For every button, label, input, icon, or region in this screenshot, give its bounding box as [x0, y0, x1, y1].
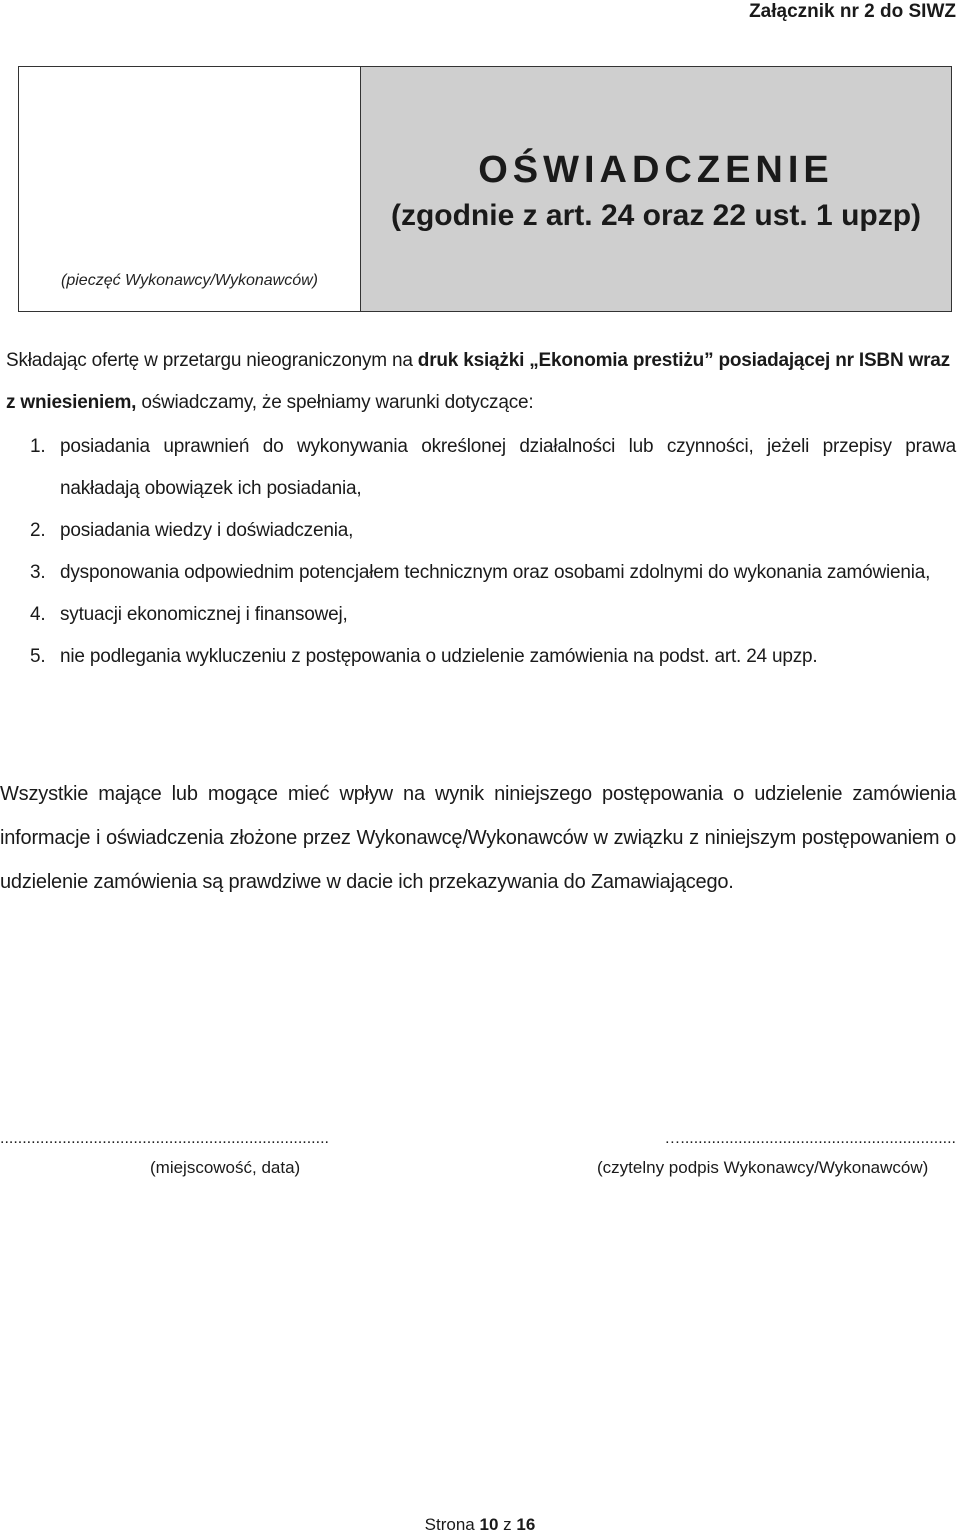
stamp-label: (pieczęć Wykonawcy/Wykonawców) — [61, 272, 318, 289]
list-item-number: 1. — [30, 436, 46, 457]
list-item-text: posiadania uprawnień do wykonywania określonej działalności lub czynności, jeżeli przepisy prawa nakładają obowiązek ich posiadania, — [60, 436, 956, 499]
conditions-list — [30, 426, 956, 678]
place-date-label: (miejscowość, data) — [150, 1158, 301, 1177]
list-item — [30, 426, 956, 510]
list-item-text: nie podlegania wykluczeniu z postępowania o udzielenie zamówienia na podst. art. 24 upzp. — [60, 646, 818, 667]
intro-text-end: oświadczamy, że spełniamy warunki dotyczące: — [136, 392, 534, 413]
page-number — [0, 1515, 960, 1535]
page-total: 16 — [516, 1515, 536, 1534]
page-current: 10 — [479, 1515, 499, 1534]
list-item-number: 3. — [30, 562, 46, 583]
stamp-cell — [19, 67, 361, 311]
page-prefix: Strona — [424, 1515, 475, 1534]
header-table — [18, 66, 952, 312]
list-item — [30, 594, 956, 636]
page-separator: z — [503, 1515, 512, 1534]
closing-statement: Wszystkie mające lub mogące mieć wpływ na wynik niniejszego postępowania o udzielenie zamówienia informacje i oświadczenia złożone przez Wykonawcę/Wykonawców w związku z niniejszym postępowaniem o udzielenie zamówienia są prawdziwe w dacie ich przekazywania do Zamawiającego. — [0, 783, 956, 893]
place-date-dotted-line: .......................................................................... — [0, 1130, 329, 1147]
signature-label: (czytelny podpis Wykonawcy/Wykonawców) — [597, 1158, 929, 1177]
list-item-number: 4. — [30, 604, 46, 625]
list-item-text: sytuacji ekonomicznej i finansowej, — [60, 604, 348, 625]
list-item-text: dysponowania odpowiednim potencjałem technicznym oraz osobami zdolnymi do wykonania zamówienia, — [60, 562, 931, 583]
intro-subject-bold: druk książki „Ekonomia prestiżu” posiadającej nr ISBN wraz z wniesieniem, — [6, 350, 950, 413]
signature-dotted-line: ….............................................................. — [664, 1130, 956, 1147]
list-item — [30, 552, 956, 594]
document-subtitle: (zgodnie z art. 24 oraz 22 ust. 1 upzp) — [390, 199, 922, 232]
list-item — [30, 636, 956, 678]
title-cell — [361, 67, 951, 311]
intro-text-start: Składając ofertę w przetargu nieograniczonym na — [6, 350, 418, 371]
list-item — [30, 510, 956, 552]
list-item-number: 2. — [30, 520, 46, 541]
list-item-number: 5. — [30, 646, 46, 667]
annex-label: Załącznik nr 2 do SIWZ — [749, 1, 956, 22]
list-item-text: posiadania wiedzy i doświadczenia, — [60, 520, 354, 541]
intro-paragraph — [6, 340, 956, 424]
document-title: OŚWIADCZENIE — [478, 149, 834, 191]
